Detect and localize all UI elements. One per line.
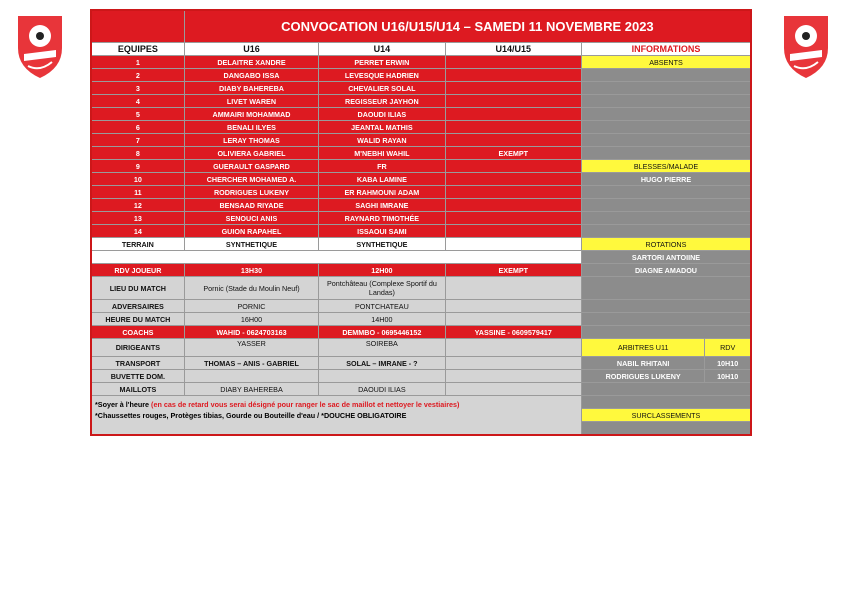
transport-row: TRANSPORT THOMAS – ANIS - GABRIEL SOLAL – IMRANE - ? NABIL RHITANI 10H10 <box>91 357 751 370</box>
blesses-label: BLESSES/MALADE <box>581 160 751 173</box>
player-row: 7 LERAY THOMAS WALID RAYAN <box>91 134 751 147</box>
rdv-row: RDV JOUEUR 13H30 12H00 EXEMPT DIAGNE AMADOU <box>91 264 751 277</box>
player-row: 10 CHERCHER MOHAMED A. KABA LAMINE HUGO PIERRE <box>91 173 751 186</box>
player-row: 9 GUERAULT GASPARD FR BLESSES/MALADE <box>91 160 751 173</box>
page-title: CONVOCATION U16/U15/U14 – SAMEDI 11 NOVEMBRE 2023 <box>184 10 751 43</box>
terrain-row: TERRAIN SYNTHETIQUE SYNTHETIQUE ROTATIONS <box>91 238 751 251</box>
exempt-badge: EXEMPT <box>445 147 581 160</box>
rotation-item: DIAGNE AMADOU <box>581 264 751 277</box>
maillots-row: MAILLOTS DIABY BAHEREBA DAOUDI ILIAS <box>91 383 751 396</box>
surclassements-label: SURCLASSEMENTS <box>581 409 751 422</box>
club-logo <box>780 10 832 80</box>
notes-row <box>91 396 751 409</box>
rdv-label: RDV <box>705 339 751 357</box>
arbitre-name: RODRIGUES LUKENY <box>581 370 704 383</box>
absents-label: ABSENTS <box>581 56 751 69</box>
rotations-label: ROTATIONS <box>581 238 751 251</box>
coachs-row: COACHS WAHID - 0624703163 DEMMBO - 0695446152 YASSINE - 0609579417 <box>91 326 751 339</box>
header-informations: INFORMATIONS <box>581 43 751 56</box>
header-u14: U14 <box>319 43 445 56</box>
blesses-name: HUGO PIERRE <box>581 173 751 186</box>
header-u14u15: U14/U15 <box>445 43 581 56</box>
player-row: 4 LIVET WAREN REGISSEUR JAYHON <box>91 95 751 108</box>
lieu-row: LIEU DU MATCH Pornic (Stade du Moulin Neuf) Pontchâteau (Complexe Sportif du Landas) <box>91 277 751 300</box>
arbitres-label: ARBITRES U11 <box>581 339 704 357</box>
buvette-row: BUVETTE DOM. RODRIGUES LUKENY 10H10 <box>91 370 751 383</box>
club-logo <box>14 10 66 80</box>
arbitre-name: NABIL RHITANI <box>581 357 704 370</box>
player-row: 14 GUION RAPAHEL ISSAOUI SAMI <box>91 225 751 238</box>
player-row: 8 OLIVIERA GABRIEL M'NEBHI WAHIL EXEMPT <box>91 147 751 160</box>
player-row: 6 BENALI ILYES JEANTAL MATHIS <box>91 121 751 134</box>
heure-row: HEURE DU MATCH 16H00 14H00 <box>91 313 751 326</box>
header-equipes: EQUIPES <box>91 43 184 56</box>
adversaires-row: ADVERSAIRES PORNIC PONTCHATEAU <box>91 300 751 313</box>
player-row: 12 BENSAAD RIYADE SAGHI IMRANE <box>91 199 751 212</box>
rotation-item: SARTORI ANTOIINE <box>581 251 751 264</box>
player-row: 13 SENOUCI ANIS RAYNARD TIMOTHÉE <box>91 212 751 225</box>
player-row: 3 DIABY BAHEREBA CHEVALIER SOLAL <box>91 82 751 95</box>
header-u16: U16 <box>184 43 318 56</box>
convocation-sheet <box>90 9 752 436</box>
arbitre-time: 10H10 <box>705 370 751 383</box>
notes-block: *Soyer à l'heure (en cas de retard vous serai désigné pour ranger le sac de maillot et nettoyer le vestiaires) *Chaussettes rouges, Protèges tibias, Gourde ou Bouteille d'eau / *DOUCHE OBLIGATOIRE <box>91 396 581 436</box>
player-row: 5 AMMAIRI MOHAMMAD DAOUDI ILIAS <box>91 108 751 121</box>
player-row: 2 DANGABO ISSA LEVESQUE HADRIEN <box>91 69 751 82</box>
convocation-table <box>90 9 752 436</box>
arbitre-time: 10H10 <box>705 357 751 370</box>
dirigeants-row: DIRIGEANTS YASSER SOIREBA ARBITRES U11 RDV <box>91 339 751 357</box>
player-row: 11 RODRIGUES LUKENY ER RAHMOUNI ADAM <box>91 186 751 199</box>
player-row: 1 DELAITRE XANDRE PERRET ERWIN ABSENTS <box>91 56 751 69</box>
spacer-row <box>91 251 751 264</box>
